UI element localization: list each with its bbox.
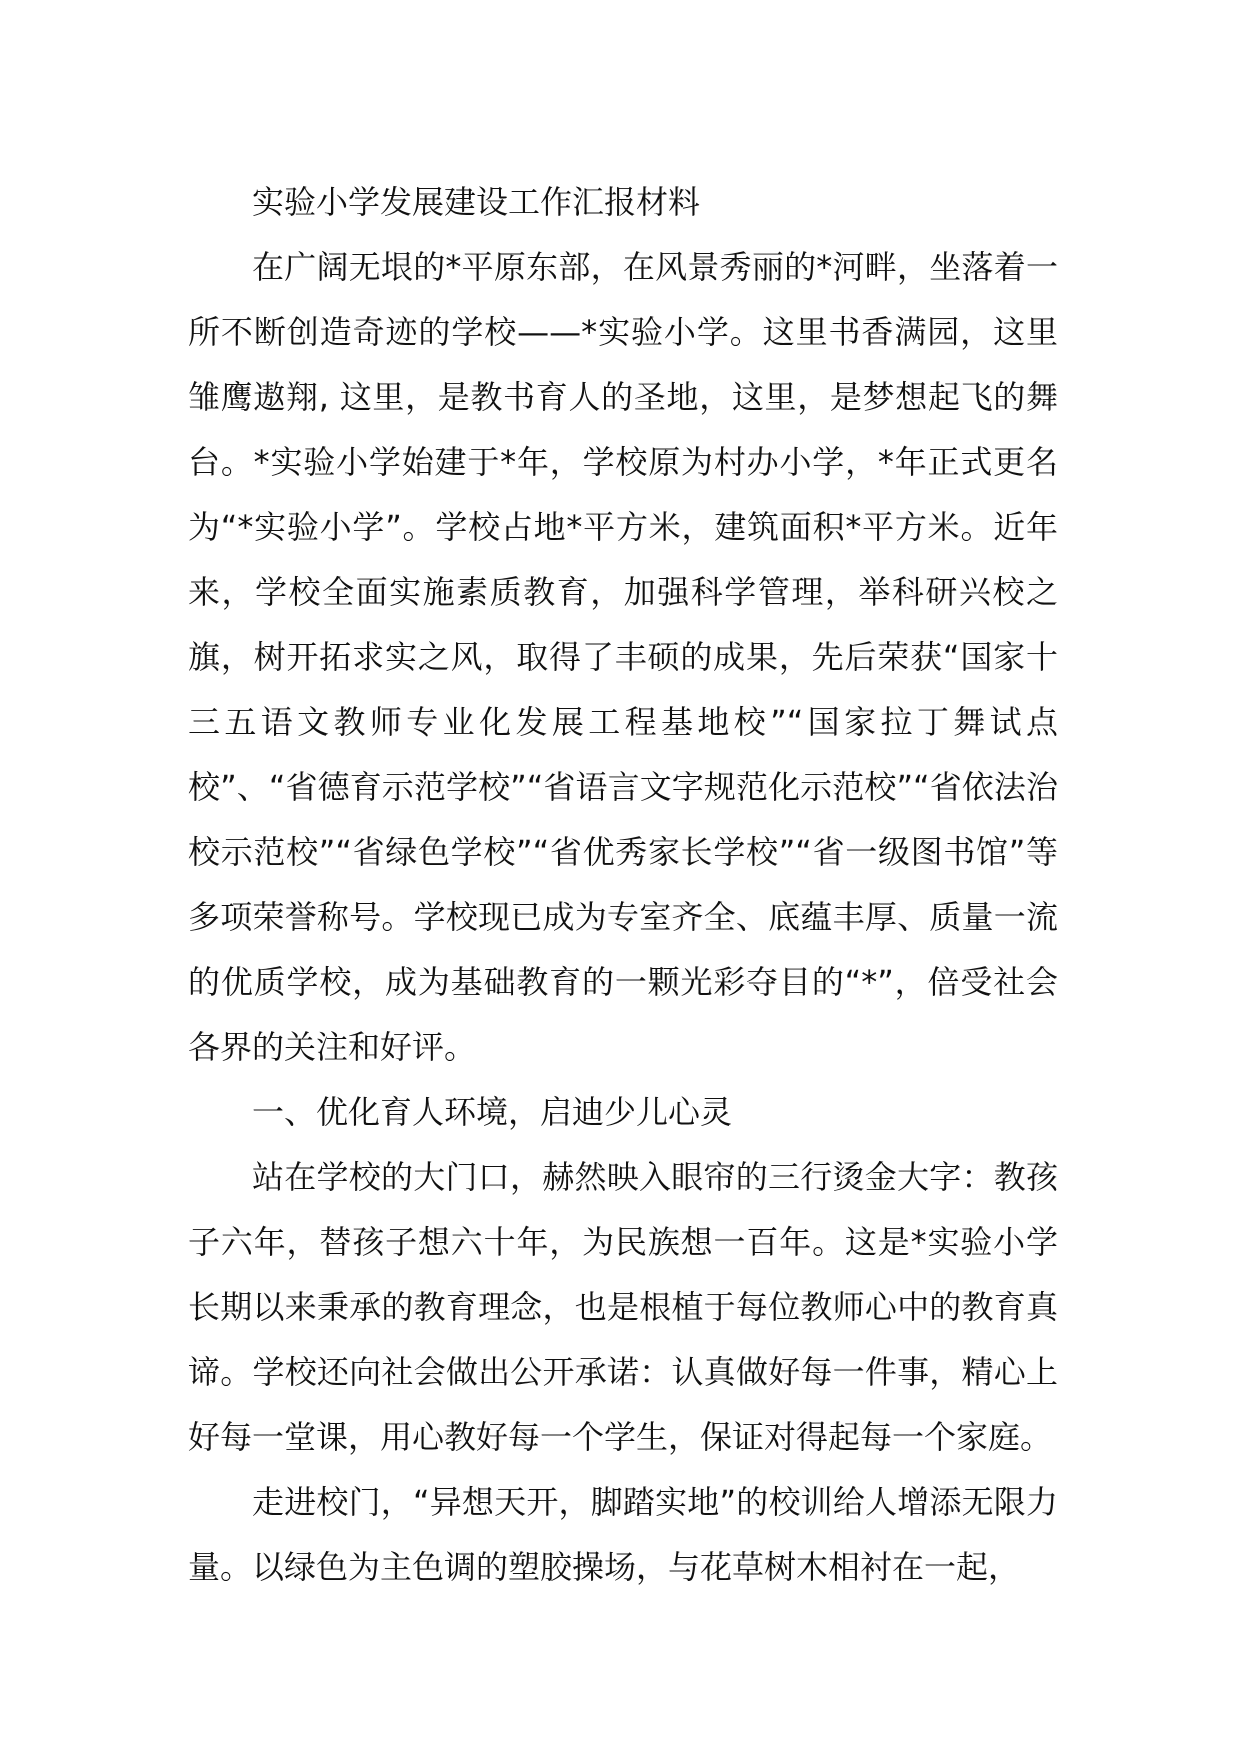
document-title: 实验小学发展建设工作汇报材料 [252, 183, 701, 221]
paragraph-motto: 走进校门，“异想天开，脚踏实地”的校训给人增添无限力量。以绿色为主色调的塑胶操场，与花草树木相衬在一起， [188, 1483, 1058, 1586]
paragraph-gate: 站在学校的大门口，赫然映入眼帘的三行烫金大字：教孩子六年，替孩子想六十年，为民族想一百年。这是*实验小学长期以来秉承的教育理念，也是根植于每位教师心中的教育真谛。学校还向社会做出公开承诺：认真做好每一件事，精心上好每一堂课，用心教好每一个学生，保证对得起每一个家庭。 [188, 1158, 1058, 1456]
document-body [188, 170, 1058, 1600]
paragraph-intro: 在广阔无垠的*平原东部，在风景秀丽的*河畔，坐落着一所不断创造奇迹的学校——*实验小学。这里书香满园，这里雏鹰遨翔, 这里，是教书育人的圣地，这里，是梦想起飞的舞台。*实验小学始建于*年，学校原为村办小学，*年正式更名为“*实验小学”。学校占地*平方米，建筑面积*平方米。近年来，学校全面实施素质教育，加强科学管理，举科研兴校之旗，树开拓求实之风，取得了丰硕的成果，先后荣获“国家十三五语文教师专业化发展工程基地校”“国家拉丁舞试点校”、“省德育示范学校”“省语言文字规范化示范校”“省依法治校示范校”“省绿色学校”“省优秀家长学校”“省一级图书馆”等多项荣誉称号。学校现已成为专室齐全、底蕴丰厚、质量一流的优质学校，成为基础教育的一颗光彩夺目的“*”，倍受社会各界的关注和好评。 [188, 248, 1058, 1066]
section-heading: 一、优化育人环境，启迪少儿心灵 [252, 1093, 733, 1131]
